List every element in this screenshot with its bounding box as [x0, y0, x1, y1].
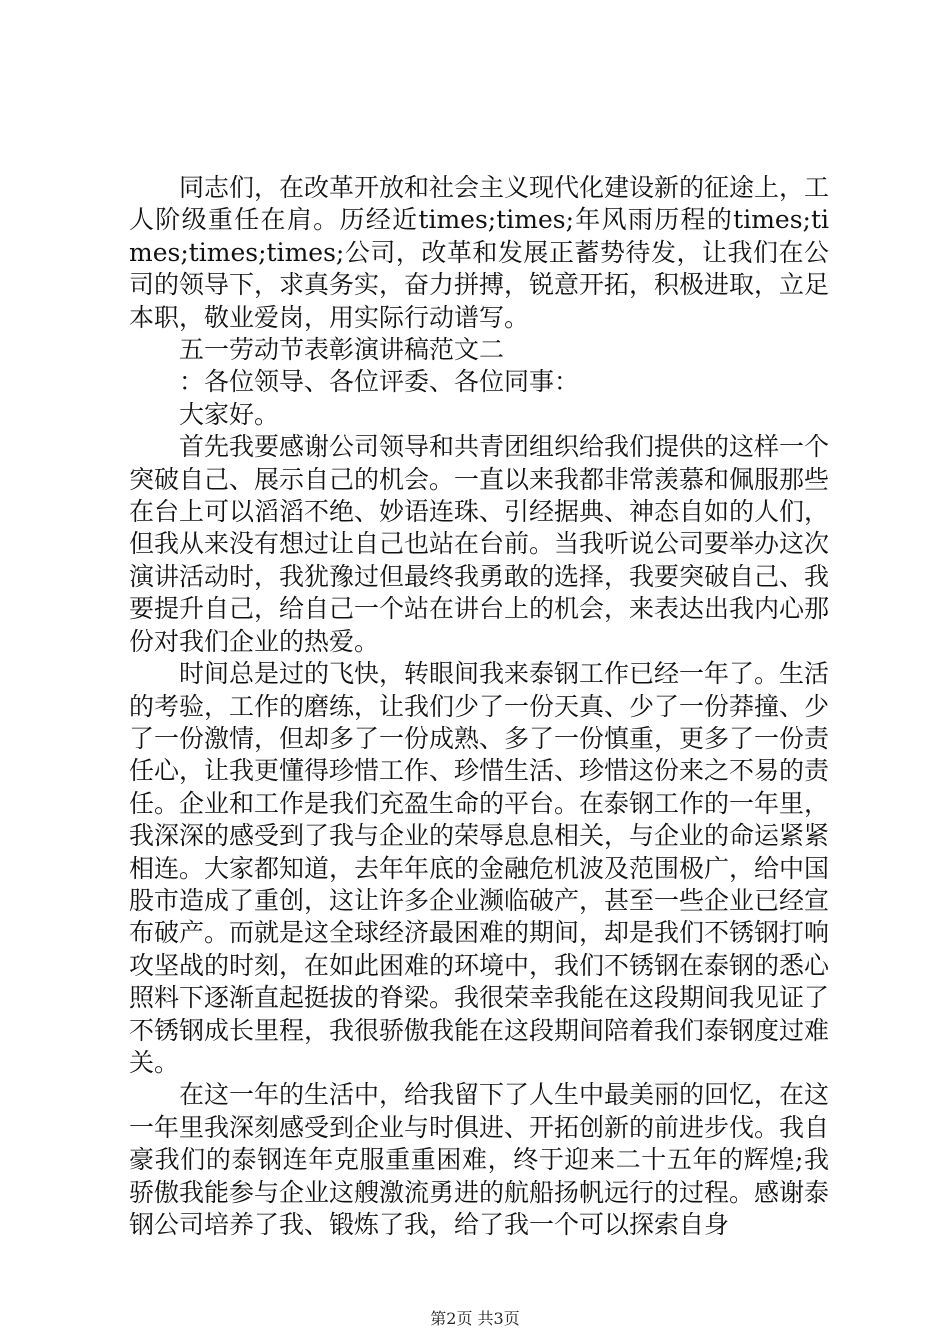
paragraph-closing-remarks: 同志们，在改革开放和社会主义现代化建设新的征途上，工人阶级重任在肩。历经近times;times;年风雨历程的times;times;times;times;公司，改革和发展正蓄势待发，让我们在公司的领导下，求真务实，奋力拼搏，锐意开拓，积极进取，立足本职，敬业爱岗，用实际行动谱写。: [129, 173, 830, 332]
section-title: 五一劳动节表彰演讲稿范文二: [179, 335, 505, 365]
body-text: [129, 172, 829, 1241]
salutation: ：各位领导、各位评委、各位同事：: [179, 367, 580, 397]
paragraph-thanks: 首先我要感谢公司领导和共青团组织给我们提供的这样一个突破自己、展示自己的机会。一直以来我都非常羡慕和佩服那些在台上可以滔滔不绝、妙语连珠、引经据典、神态自如的人们，但我从来没有想过让自己也站在台前。当我听说公司要举办这次演讲活动时，我犹豫过但最终我勇敢的选择，我要突破自己、我要提升自己，给自己一个站在讲台上的机会，来表达出我内心那份对我们企业的热爱。: [129, 432, 830, 656]
page-footer: 第2页 共3页: [430, 1309, 520, 1328]
paragraph-experience: 时间总是过的飞快，转眼间我来泰钢工作已经一年了。生活的考验，工作的磨练，让我们少了一份天真、少了一份莽撞、少了一份激情，但却多了一份成熟、多了一份慎重，更多了一份责任心，让我更懂得珍惜工作、珍惜生活、珍惜这份来之不易的责任。企业和工作是我们充盈生命的平台。在泰钢工作的一年里，我深深的感受到了我与企业的荣辱息息相关，与企业的命运紧紧相连。大家都知道，去年年底的金融危机波及范围极广，给中国股市造成了重创，这让许多企业濒临破产，甚至一些企业已经宣布破产。而就是这全球经济最困难的期间，却是我们不锈钢打响攻坚战的时刻，在如此困难的环境中，我们不锈钢在泰钢的悉心照料下逐渐直起挺拔的脊梁。我很荣幸我能在这段期间我见证了不锈钢成长里程，我很骄傲我能在这段期间陪着我们泰钢度过难关。: [129, 659, 830, 1077]
paragraph-memories: 在这一年的生活中，给我留下了人生中最美丽的回忆，在这一年里我深刻感受到企业与时俱进、开拓创新的前进步伐。我自豪我们的泰钢连年克服重重困难，终于迎来二十五年的辉煌;我骄傲我能参与企业这艘激流勇进的航船扬帆远行的过程。感谢泰钢公司培养了我、锻炼了我，给了我一个可以探索自身: [129, 1080, 830, 1239]
greeting: 大家好。: [179, 399, 280, 429]
